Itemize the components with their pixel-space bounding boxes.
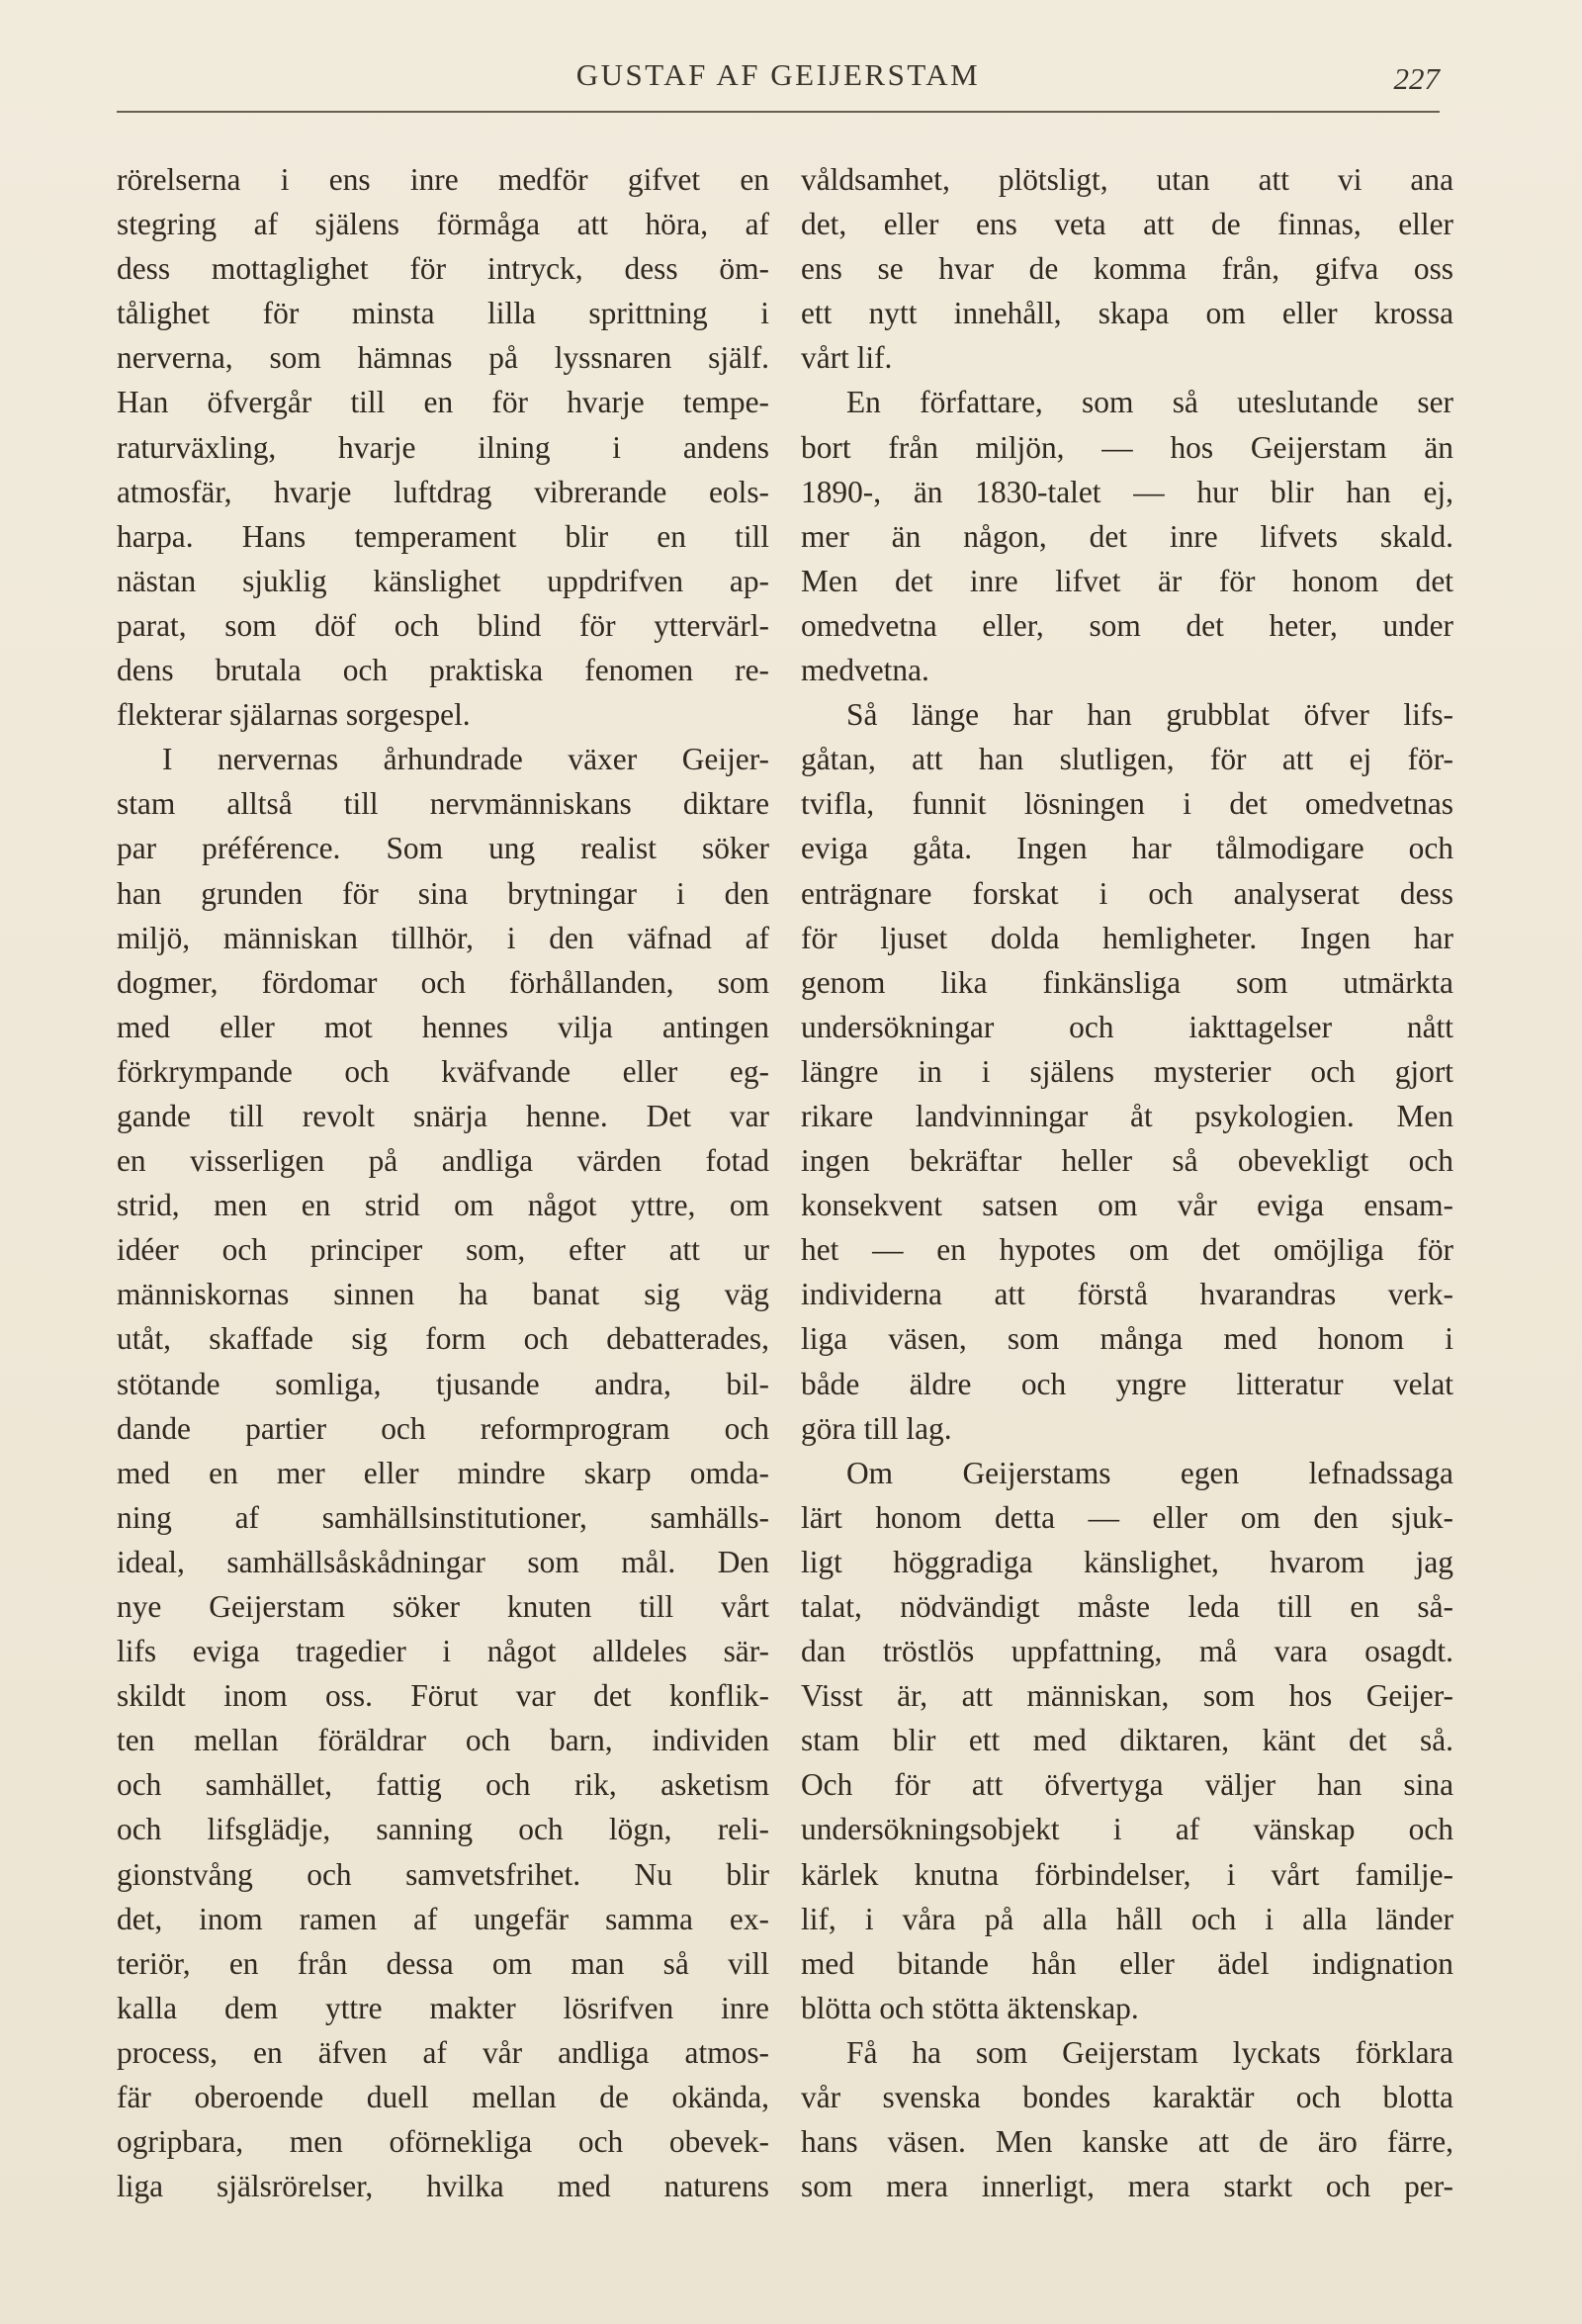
running-title: GUSTAF AF GEIJERSTAM xyxy=(575,57,981,92)
text-line: blötta och stötta äktenskap. xyxy=(801,1990,1139,2025)
text-line: människornas sinnen ha banat sig väg xyxy=(117,1277,769,1312)
text-line: lif, i våra på alla håll och i alla länder xyxy=(801,1901,1453,1936)
text-line: mer än någon, det inre lifvets skald. xyxy=(801,518,1453,554)
text-line: gåtan, att han slutligen, för att ej för- xyxy=(801,742,1453,777)
text-line: rörelserna i ens inre medför gifvet en xyxy=(117,162,769,197)
text-line: Visst är, att människan, som hos Geijer- xyxy=(801,1678,1453,1714)
text-line: ens se hvar de komma från, gifva oss xyxy=(801,251,1453,287)
text-line: och samhället, fattig och rik, asketism xyxy=(117,1767,769,1803)
page-number: 227 xyxy=(1393,61,1440,96)
text-line: och lifsglädje, sanning och lögn, reli- xyxy=(117,1812,769,1847)
text-line: ett nytt innehåll, skapa om eller krossa xyxy=(801,296,1453,331)
text-line: förkrympande och kväfvande eller eg- xyxy=(117,1053,769,1089)
text-line: ning af samhällsinstitutioner, samhälls- xyxy=(117,1499,769,1535)
text-line: 1890-, än 1830-talet — hur blir han ej, xyxy=(801,474,1453,509)
text-line: för ljuset dolda hemligheter. Ingen har xyxy=(801,920,1453,955)
text-line: atmosfär, hvarje luftdrag vibrerande eols- xyxy=(117,474,769,509)
text-line: undersökningsobjekt i af vänskap och xyxy=(801,1812,1453,1847)
text-line: raturväxling, hvarje ilning i andens xyxy=(117,429,769,465)
text-line: nästan sjuklig känslighet uppdrifven ap- xyxy=(117,563,769,598)
text-line: stam alltså till nervmänniskans diktare xyxy=(117,786,769,822)
text-line: enträgnare forskat i och analyserat dess xyxy=(801,875,1453,911)
text-line: par préférence. Som ung realist söker xyxy=(117,831,769,866)
text-line: med bitande hån eller ädel indignation xyxy=(801,1945,1453,1981)
text-line: medvetna. xyxy=(801,653,929,688)
text-line: det, eller ens veta att de finnas, eller xyxy=(801,207,1453,242)
text-line: med eller mot hennes vilja antingen xyxy=(117,1009,769,1044)
text-line: nye Geijerstam söker knuten till vårt xyxy=(117,1589,769,1624)
text-line: Få ha som Geijerstam lyckats förklara xyxy=(846,2034,1453,2070)
text-line: skildt inom oss. Förut var det konflik- xyxy=(117,1678,769,1714)
text-line: Så länge har han grubblat öfver lifs- xyxy=(846,697,1453,733)
text-line: det, inom ramen af ungefär samma ex- xyxy=(117,1901,769,1936)
text-line: gionstvång och samvetsfrihet. Nu blir xyxy=(117,1856,769,1892)
text-line: omedvetna eller, som det heter, under xyxy=(801,607,1453,643)
text-line: miljö, människan tillhör, i den väfnad af xyxy=(117,920,769,955)
text-line: individerna att förstå hvarandras verk- xyxy=(801,1277,1453,1312)
text-line: både äldre och yngre litteratur velat xyxy=(801,1366,1453,1401)
text-line: het — en hypotes om det omöjliga för xyxy=(801,1232,1453,1268)
text-line: liga väsen, som många med honom i xyxy=(801,1321,1453,1357)
text-line: eviga gåta. Ingen har tålmodigare och xyxy=(801,831,1453,866)
text-line: ligt höggradiga känslighet, hvarom jag xyxy=(801,1544,1453,1579)
text-line: stam blir ett med diktaren, känt det så. xyxy=(801,1723,1453,1758)
text-line: ideal, samhällsåskådningar som mål. Den xyxy=(117,1544,769,1579)
text-line: dogmer, fördomar och förhållanden, som xyxy=(117,964,769,1000)
text-line: bort från miljön, — hos Geijerstam än xyxy=(801,429,1453,465)
text-line: Och för att öfvertyga väljer han sina xyxy=(801,1767,1453,1803)
text-line: stötande somliga, tjusande andra, bil- xyxy=(117,1366,769,1401)
text-line: dess mottaglighet för intryck, dess öm- xyxy=(117,251,769,287)
text-line: våldsamhet, plötsligt, utan att vi ana xyxy=(801,162,1453,197)
header-rule xyxy=(117,111,1440,113)
text-line: ten mellan föräldrar och barn, individen xyxy=(117,1723,769,1758)
text-line: I nervernas århundrade växer Geijer- xyxy=(162,742,769,777)
text-line: längre in i själens mysterier och gjort xyxy=(801,1053,1453,1089)
text-line: lärt honom detta — eller om den sjuk- xyxy=(801,1499,1453,1535)
text-line: dande partier och reformprogram och xyxy=(117,1410,769,1446)
text-line: talat, nödvändigt måste leda till en så- xyxy=(801,1589,1453,1624)
text-line: liga själsrörelser, hvilka med naturens xyxy=(117,2169,769,2204)
text-line: lifs eviga tragedier i något alldeles sär- xyxy=(117,1634,769,1669)
text-line: strid, men en strid om något yttre, om xyxy=(117,1188,769,1223)
text-line: flekterar själarnas sorgespel. xyxy=(117,697,471,733)
text-line: utåt, skaffade sig form och debatterades, xyxy=(117,1321,769,1357)
text-line: vårt lif. xyxy=(801,340,893,376)
text-line: Men det inre lifvet är för honom det xyxy=(801,563,1453,598)
text-line: hans väsen. Men kanske att de äro färre, xyxy=(801,2124,1453,2160)
text-line: stegring af själens förmåga att höra, af xyxy=(117,207,769,242)
text-line: göra till lag. xyxy=(801,1410,952,1446)
text-line: undersökningar och iakttagelser nått xyxy=(801,1009,1453,1044)
text-line: vår svenska bondes karaktär och blotta xyxy=(801,2080,1453,2115)
text-line: han grunden för sina brytningar i den xyxy=(117,875,769,911)
text-line: Han öfvergår till en för hvarje tempe- xyxy=(117,385,769,420)
text-line: parat, som döf och blind för yttervärl- xyxy=(117,607,769,643)
text-line: en visserligen på andliga värden fotad xyxy=(117,1143,769,1179)
text-line: ogripbara, men oförnekliga och obevek- xyxy=(117,2124,769,2160)
left-text-column xyxy=(117,157,769,2208)
text-line: konsekvent satsen om vår eviga ensam- xyxy=(801,1188,1453,1223)
text-line: tålighet för minsta lilla sprittning i xyxy=(117,296,769,331)
text-line: process, en äfven af vår andliga atmos- xyxy=(117,2034,769,2070)
text-line: En författare, som så uteslutande ser xyxy=(846,385,1453,420)
text-line: Om Geijerstams egen lefnadssaga xyxy=(846,1455,1453,1490)
text-line: kärlek knutna förbindelser, i vårt familje- xyxy=(801,1856,1453,1892)
text-line: harpa. Hans temperament blir en till xyxy=(117,518,769,554)
text-line: gande till revolt snärja henne. Det var xyxy=(117,1098,769,1133)
right-text-column xyxy=(801,157,1453,2208)
running-head xyxy=(117,57,1440,107)
text-line: genom lika finkänsliga som utmärkta xyxy=(801,964,1453,1000)
text-line: dan tröstlös uppfattning, må vara osagdt. xyxy=(801,1634,1453,1669)
text-line: nerverna, som hämnas på lyssnaren själf. xyxy=(117,340,769,376)
text-line: som mera innerligt, mera starkt och per- xyxy=(801,2169,1453,2204)
text-line: med en mer eller mindre skarp omda- xyxy=(117,1455,769,1490)
text-line: tvifla, funnit lösningen i det omedvetnas xyxy=(801,786,1453,822)
text-line: rikare landvinningar åt psykologien. Men xyxy=(801,1098,1453,1133)
text-line: ingen bekräftar heller så obevekligt och xyxy=(801,1143,1453,1179)
text-line: teriör, en från dessa om man så vill xyxy=(117,1945,769,1981)
text-line: kalla dem yttre makter lösrifven inre xyxy=(117,1990,769,2025)
text-line: fär oberoende duell mellan de okända, xyxy=(117,2080,769,2115)
text-line: dens brutala och praktiska fenomen re- xyxy=(117,653,769,688)
text-line: idéer och principer som, efter att ur xyxy=(117,1232,769,1268)
